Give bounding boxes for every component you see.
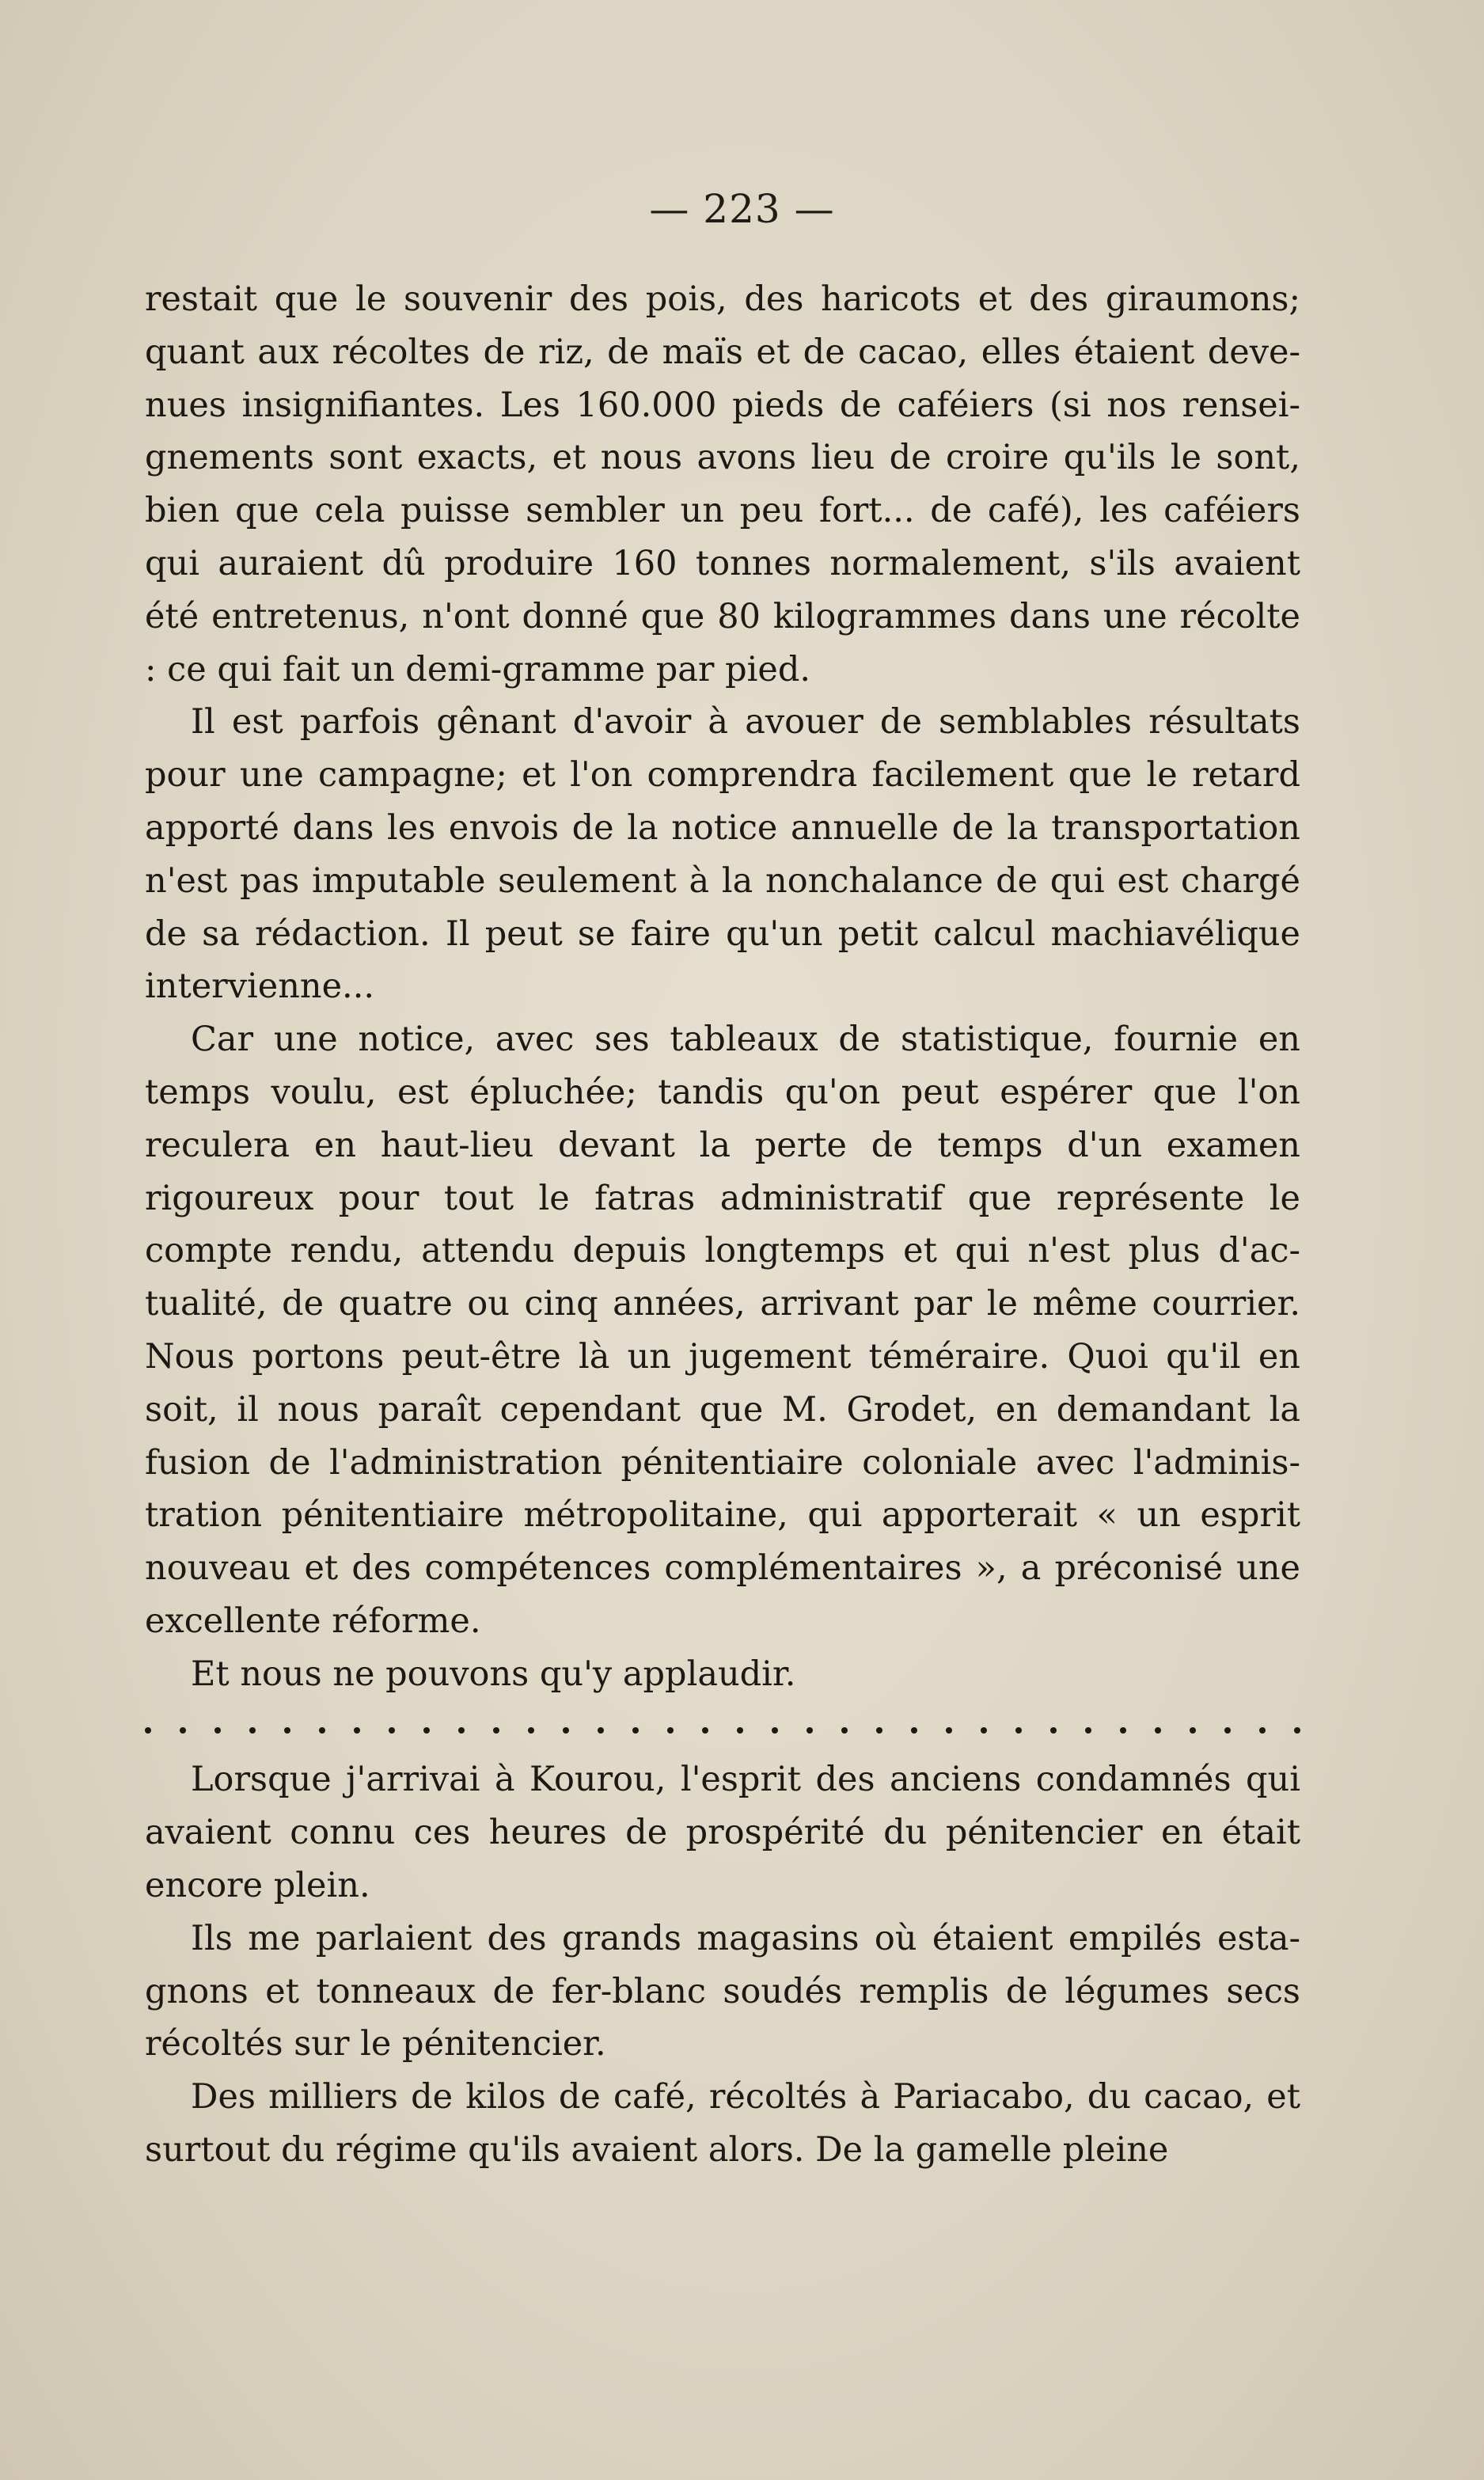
separator-dot [389,1727,395,1734]
separator-dot [1259,1727,1266,1734]
separator-dot [249,1727,256,1734]
separator-dot [737,1727,743,1734]
separator-dot [598,1727,604,1734]
separator-dot [981,1727,987,1734]
separator-dot [423,1727,430,1734]
paragraph-7: Des milliers de kilos de café, récoltés à Pariacabo, du cacao, et surtout du régime qu'ils avaient alors. De la gamelle pleine [145,2077,1300,2170]
body-text [145,273,1300,2177]
separator-dot [1190,1727,1196,1734]
separator-dot [1015,1727,1022,1734]
paragraph-3: Car une notice, avec ses tableaux de statistique, fournie en temps voulu, est épluchée; tandis qu'on peut espérer que l'on reculera en haut-lieu devant la perte de temps d'un examen rigoureux pour tout le fatras administratif que représente le compte rendu, attendu depuis longtemps et qui n'est plus d'actualité, de quatre ou cinq années, arrivant par le même courrier. Nous portons peut-être là un jugement téméraire. Quoi qu'il en soit, il nous paraît cependant que M. Grodet, en demandant la fusion de l'administration pénitentiaire coloniale avec l'administration pénitentiaire métropolitaine, qui apporterait « un esprit nouveau et des compétences complémentaires », a préconisé une excellente réforme. [145,1020,1300,1641]
separator-dot [807,1727,813,1734]
separator-dot [1224,1727,1231,1734]
paragraph-5: Lorsque j'arrivai à Kourou, l'esprit des anciens condamnés qui avaient connu ces heures de prospérité du pénitencier en était encore plein. [145,1760,1300,1905]
separator-dot [493,1727,499,1734]
separator-dot [667,1727,674,1734]
separator-dot [214,1727,221,1734]
separator-dot [946,1727,952,1734]
separator-dot [1294,1727,1300,1734]
separator-dot [911,1727,917,1734]
separator-dot [1155,1727,1161,1734]
separator-dot [354,1727,360,1734]
page-number: — 223 — [649,186,835,232]
separator-dot [772,1727,778,1734]
paragraph-6: Ils me parlaient des grands magasins où étaient empilés estagnons et tonneaux de fer-blanc soudés remplis de légumes secs récoltés sur le pénitencier. [145,1918,1300,2064]
paragraph-4: Et nous ne pouvons qu'y applaudir. [191,1654,796,1694]
separator-dot [319,1727,325,1734]
separator-dot [841,1727,848,1734]
paragraph-2: Il est parfois gênant d'avoir à avouer de semblables résultats pour une campagne; et l'on comprendra facilement que le retard apporté dans les envois de la notice annuelle de la transportation n'est pas imputable seulement à la nonchalance de qui est chargé de sa rédaction. Il peut se faire qu'un petit calcul machiavélique intervienne... [145,702,1300,1007]
separator-dot [563,1727,569,1734]
separator-dot [876,1727,882,1734]
separator-dot [632,1727,639,1734]
paragraph-1: restait que le souvenir des pois, des haricots et des giraumons; quant aux récoltes de riz, de maïs et de cacao, elles étaient devenues insignifiantes. Les 160.000 pieds de caféiers (si nos renseignements sont exacts, et nous avons lieu de croire qu'ils le sont, bien que cela puisse sembler un peu fort... de café), les caféiers qui auraient dû produire 160 tonnes normalement, s'ils avaient été entretenus, n'ont donné que 80 kilogrammes dans une récolte : ce qui fait un demi-gramme par pied. [145,279,1300,689]
separator-dot [1120,1727,1126,1734]
separator-dot [145,1727,151,1734]
separator-dot [528,1727,534,1734]
separator-dot [458,1727,465,1734]
section-separator-dots [145,1701,1300,1754]
separator-dot [702,1727,708,1734]
separator-dot [284,1727,290,1734]
separator-dot [1085,1727,1091,1734]
separator-dot [180,1727,186,1734]
separator-dot [1050,1727,1057,1734]
